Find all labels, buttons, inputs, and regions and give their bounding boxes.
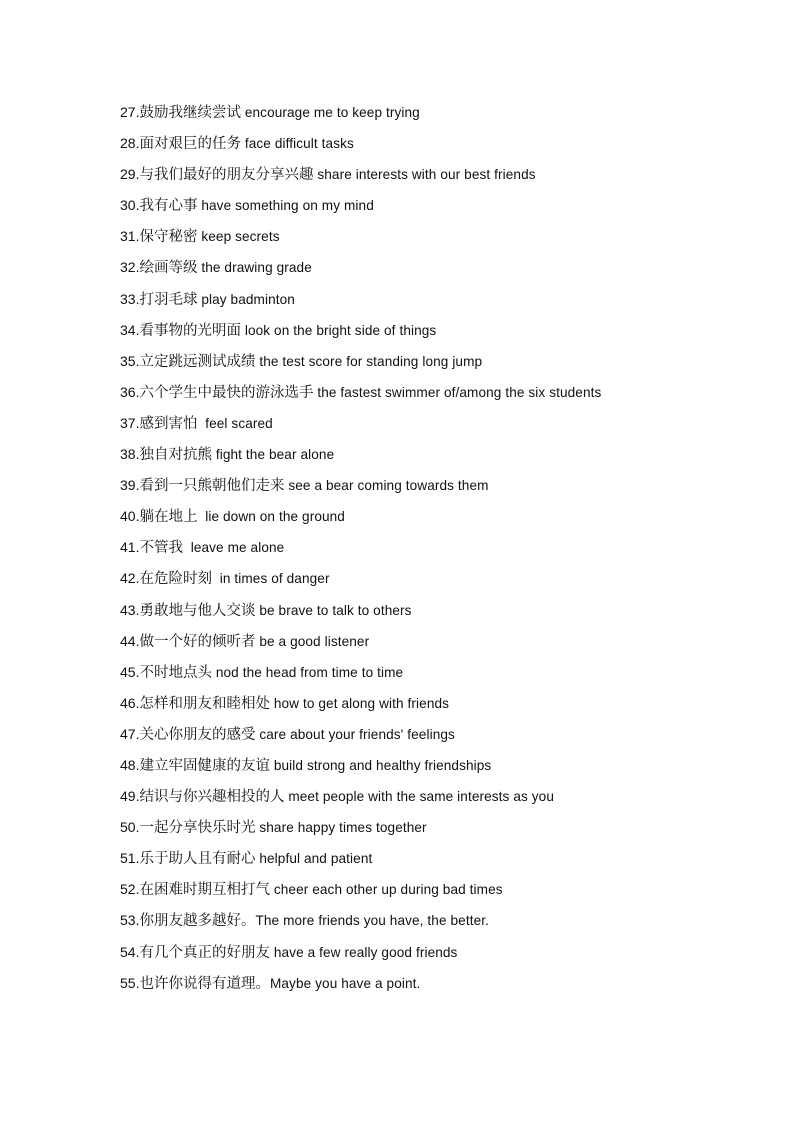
phrase-entry [120,660,760,691]
phrase-english: have a few really good friends [269,944,458,960]
phrase-number: 55. [120,974,140,991]
phrase-entry [120,784,760,815]
phrase-chinese: 感到害怕 [139,415,198,432]
phrase-number: 33. [120,290,140,307]
phrase-entry [120,442,760,473]
phrase-number: 45. [120,663,140,680]
phrase-chinese: 保守秘密 [139,229,198,246]
phrase-number: 40. [120,508,140,525]
phrase-chinese: 不时地点头 [139,664,212,681]
phrase-english: have something on my mind [197,198,374,214]
phrase-entry [120,473,760,504]
phrase-chinese: 打羽毛球 [139,291,198,308]
phrase-english: in times of danger [211,571,330,587]
phrase-number: 36. [120,383,140,400]
phrase-english: face difficult tasks [240,136,354,152]
phrase-entry [120,691,760,722]
phrase-chinese: 也许你说得有道理。 [139,975,270,992]
phrase-number: 35. [120,352,140,369]
phrase-entry [120,131,760,162]
phrase-chinese: 独自对抗熊 [139,447,212,464]
phrase-number: 44. [120,632,140,649]
phrase-english: The more friends you have, the better. [255,913,489,929]
phrase-english: look on the bright side of things [240,322,437,338]
phrase-chinese: 勇敢地与他人交谈 [139,602,256,619]
phrase-entry [120,815,760,846]
phrase-number: 48. [120,756,140,773]
phrase-number: 47. [120,725,140,742]
phrase-number: 46. [120,694,140,711]
phrase-english: play badminton [197,291,295,307]
phrase-english: be a good listener [255,633,370,649]
phrase-entry [120,566,760,597]
phrase-english: feel scared [197,415,273,431]
phrase-number: 34. [120,321,140,338]
phrase-chinese: 一起分享快乐时光 [139,820,256,837]
phrase-english: share interests with our best friends [313,167,536,183]
phrase-number: 53. [120,912,140,929]
phrase-chinese: 有几个真正的好朋友 [139,944,270,961]
phrase-chinese: 面对艰巨的任务 [139,136,241,153]
phrase-english: lie down on the ground [197,509,345,525]
phrase-entry [120,287,760,318]
phrase-english: how to get along with friends [269,695,450,711]
phrase-number: 41. [120,539,140,556]
phrase-english: helpful and patient [255,851,373,867]
phrase-chinese: 做一个好的倾听者 [139,633,256,650]
phrase-number: 51. [120,850,140,867]
phrase-entry [120,598,760,629]
phrase-list [120,100,760,1002]
phrase-chinese: 在危险时刻 [139,571,212,588]
phrase-number: 27. [120,104,140,120]
phrase-entry [120,380,760,411]
phrase-number: 42. [120,570,140,587]
phrase-entry [120,318,760,349]
phrase-entry [120,162,760,193]
phrase-entry [120,504,760,535]
phrase-chinese: 乐于助人且有耐心 [139,851,256,868]
phrase-english: care about your friends' feelings [255,726,455,742]
phrase-entry [120,722,760,753]
phrase-english: meet people with the same interests as you [284,789,554,805]
phrase-chinese: 立定跳远测试成绩 [139,353,256,370]
phrase-chinese: 怎样和朋友和睦相处 [139,695,270,712]
phrase-english: keep secrets [197,229,280,245]
phrase-chinese: 与我们最好的朋友分享兴趣 [139,167,314,184]
phrase-entry [120,224,760,255]
phrase-number: 54. [120,943,140,960]
phrase-chinese: 关心你朋友的感受 [139,726,256,743]
phrase-entry [120,100,760,131]
phrase-entry [120,971,760,1002]
phrase-chinese: 躺在地上 [139,509,198,526]
phrase-number: 32. [120,259,140,276]
phrase-chinese: 鼓励我继续尝试 [139,105,241,121]
phrase-chinese: 在困难时期互相打气 [139,882,270,899]
phrase-chinese: 不管我 [139,540,183,557]
phrase-english: build strong and healthy friendships [269,757,492,773]
phrase-entry [120,629,760,660]
phrase-number: 50. [120,819,140,836]
phrase-chinese: 建立牢固健康的友谊 [139,757,270,774]
phrase-english: leave me alone [182,540,285,556]
phrase-entry [120,753,760,784]
phrase-english: the fastest swimmer of/among the six students [313,384,602,400]
phrase-english: nod the head from time to time [211,664,404,680]
phrase-entry [120,908,760,939]
phrase-english: encourage me to keep trying [240,105,420,120]
phrase-entry [120,411,760,442]
phrase-number: 31. [120,228,140,245]
phrase-number: 30. [120,197,140,214]
phrase-english: the test score for standing long jump [255,353,483,369]
phrase-number: 39. [120,477,140,494]
phrase-number: 28. [120,135,140,152]
phrase-chinese: 看事物的光明面 [139,322,241,339]
phrase-number: 29. [120,166,140,183]
phrase-entry [120,255,760,286]
phrase-entry [120,846,760,877]
phrase-english: fight the bear alone [211,447,335,463]
phrase-entry [120,193,760,224]
phrase-number: 37. [120,414,140,431]
phrase-chinese: 看到一只熊朝他们走来 [139,478,285,495]
phrase-entry [120,940,760,971]
phrase-entry [120,535,760,566]
phrase-chinese: 我有心事 [139,198,198,215]
phrase-english: Maybe you have a point. [269,975,421,991]
phrase-chinese: 绘画等级 [139,260,198,277]
phrase-number: 43. [120,601,140,618]
phrase-entry [120,349,760,380]
phrase-english: the drawing grade [197,260,312,276]
phrase-number: 38. [120,446,140,463]
phrase-entry [120,877,760,908]
phrase-number: 52. [120,881,140,898]
phrase-chinese: 六个学生中最快的游泳选手 [139,384,314,401]
phrase-english: be brave to talk to others [255,602,412,618]
phrase-english: share happy times together [255,820,427,836]
phrase-number: 49. [120,788,140,805]
phrase-english: see a bear coming towards them [284,478,489,494]
phrase-english: cheer each other up during bad times [269,882,503,898]
phrase-chinese: 结识与你兴趣相投的人 [139,789,285,806]
phrase-chinese: 你朋友越多越好。 [139,913,256,930]
